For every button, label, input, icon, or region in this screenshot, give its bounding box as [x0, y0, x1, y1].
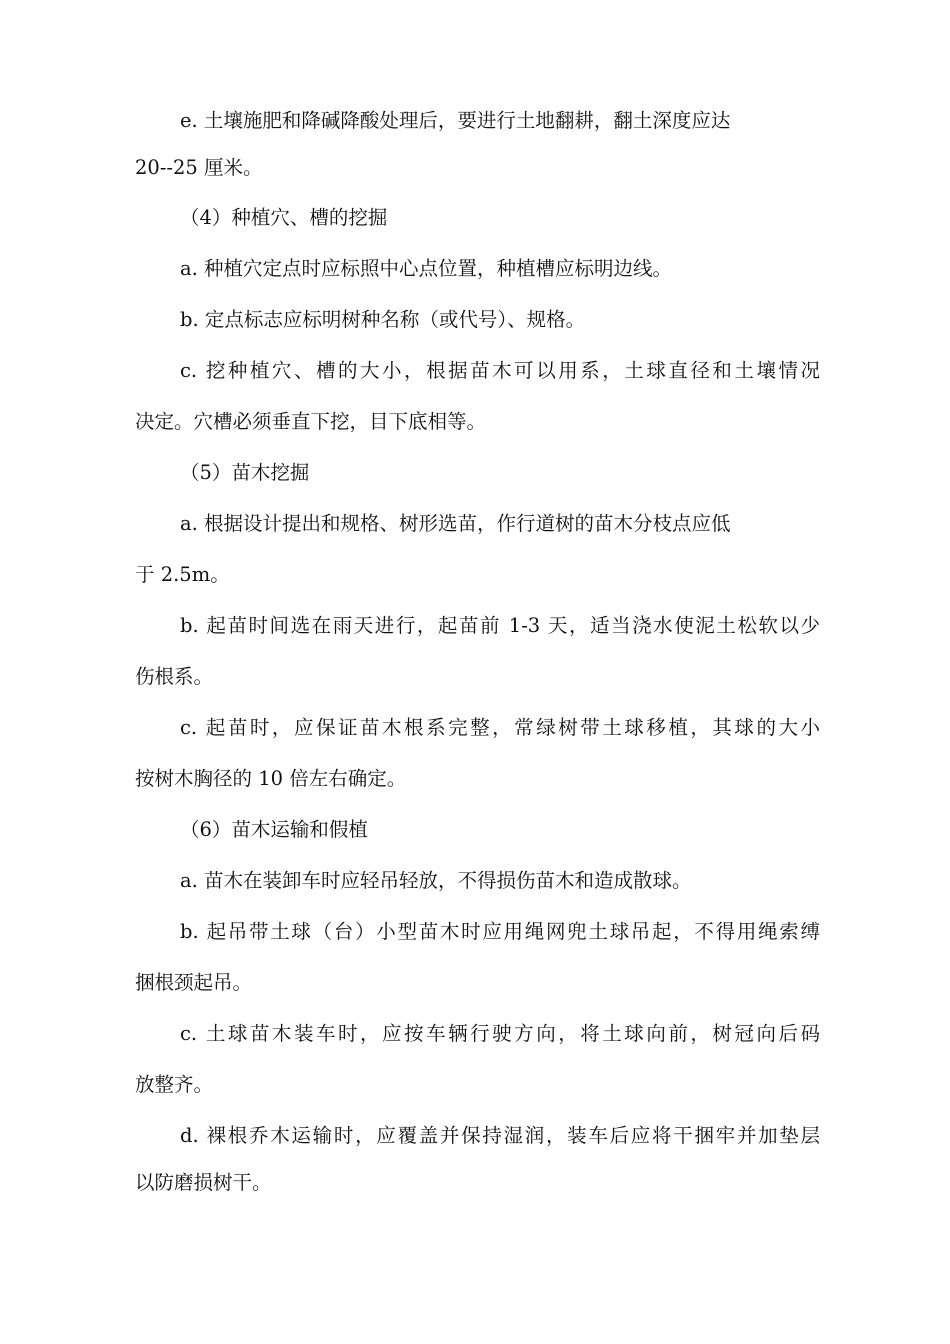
- text-line: e. 土壤施肥和降碱降酸处理后，要进行土地翻耕，翻土深度应达: [180, 109, 731, 132]
- text-line: a. 种植穴定点时应标照中心点位置，种植槽应标明边线。: [180, 257, 673, 280]
- section-heading: （5）苗木挖掘: [180, 461, 310, 484]
- text-line: 伤根系。: [135, 665, 214, 688]
- text-line: 放整齐。: [135, 1073, 214, 1096]
- text-line: 20--25 厘米。: [135, 156, 263, 179]
- text-line: c. 土球苗木装车时，应按车辆行驶方向，将土球向前，树冠向后码: [180, 1022, 820, 1045]
- text-line: 于 2.5m。: [135, 563, 230, 586]
- section-heading: （4）种植穴、槽的挖掘: [180, 206, 388, 229]
- text-line: 按树木胸径的 10 倍左右确定。: [135, 767, 407, 790]
- text-line: d. 裸根乔木运输时，应覆盖并保持湿润，装车后应将干捆牢并加垫层: [180, 1124, 820, 1147]
- section-heading: （6）苗木运输和假植: [180, 818, 368, 841]
- text-line: 以防磨损树干。: [135, 1171, 272, 1194]
- text-line: 决定。穴槽必须垂直下挖，目下底相等。: [135, 410, 487, 433]
- text-line: a. 根据设计提出和规格、树形选苗，作行道树的苗木分枝点应低: [180, 512, 731, 535]
- text-line: 捆根颈起吊。: [135, 971, 253, 994]
- text-line: c. 起苗时，应保证苗木根系完整，常绿树带土球移植，其球的大小: [180, 716, 820, 739]
- text-line: b. 起吊带土球（台）小型苗木时应用绳网兜土球吊起，不得用绳索缚: [180, 920, 820, 943]
- text-line: a. 苗木在装卸车时应轻吊轻放，不得损伤苗木和造成散球。: [180, 869, 692, 892]
- text-line: b. 定点标志应标明树种名称（或代号）、规格。: [180, 308, 586, 331]
- text-line: c. 挖种植穴、槽的大小，根据苗木可以用系，土球直径和土壤情况: [180, 359, 820, 382]
- text-line: b. 起苗时间选在雨天进行，起苗前 1-3 天，适当浇水使泥土松软以少: [180, 614, 820, 637]
